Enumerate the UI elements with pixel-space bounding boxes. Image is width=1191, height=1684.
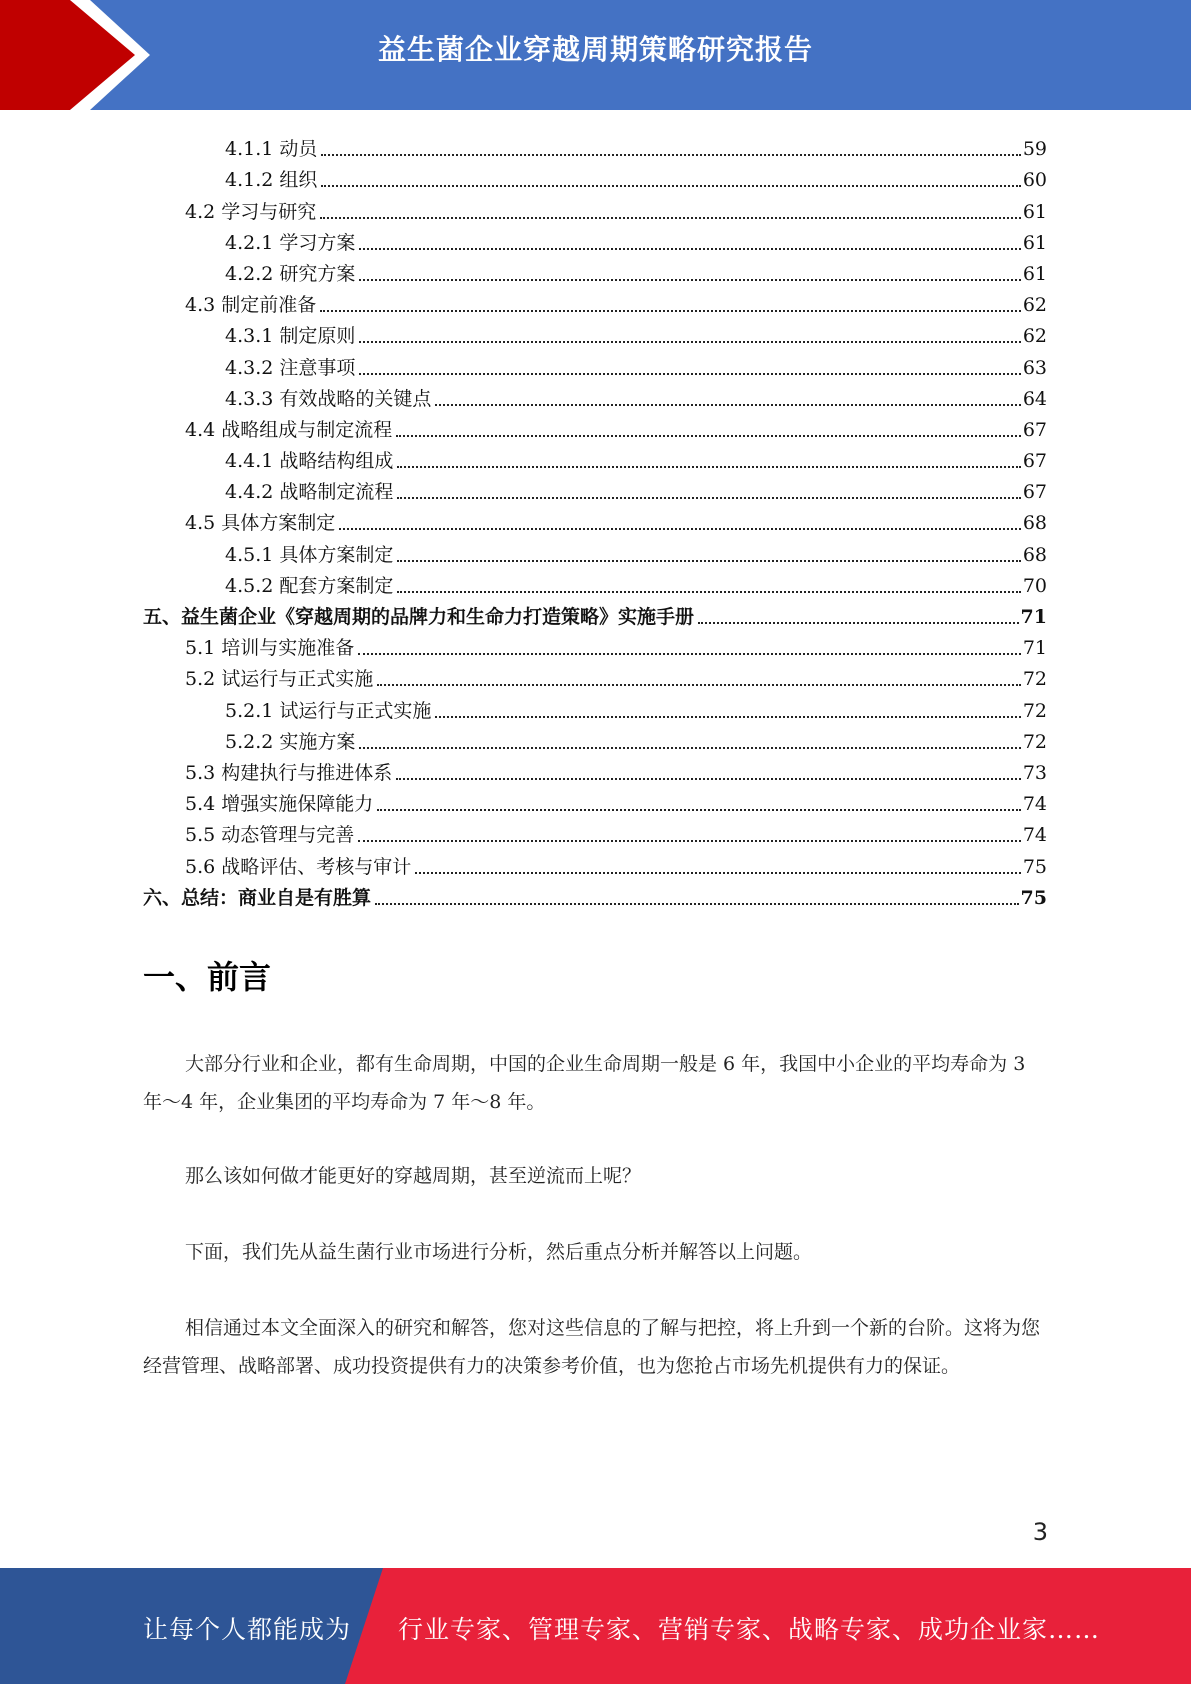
toc-entry-label: 5.2.2 实施方案 xyxy=(225,730,356,753)
report-title: 益生菌企业穿越周期策略研究报告 xyxy=(377,33,813,66)
paragraph-2: 那么该如何做才能更好的穿越周期，甚至逆流而上呢？ xyxy=(185,1165,642,1187)
footer-slogan-right: 行业专家、管理专家、营销专家、战略专家、成功企业家…… xyxy=(398,1615,1101,1644)
toc-entry-page: 72 xyxy=(1022,699,1047,722)
toc-entry-page: 71 xyxy=(1020,606,1047,628)
paragraph-4: 相信通过本文全面深入的研究和解答，您对这些信息的了解与把控，将上升到一个新的台阶。这将为您经营管理、战略部署、成功投资提供有力的决策参考价值，也为您抢占市场先机提供有力的保证。 xyxy=(143,1317,1041,1377)
toc-entry-label: 4.2.1 学习方案 xyxy=(225,231,356,254)
toc-dot-leader xyxy=(358,840,1021,842)
toc-dot-leader xyxy=(698,622,1019,624)
paragraph-3: 下面，我们先从益生菌行业市场进行分析，然后重点分析并解答以上问题。 xyxy=(185,1241,813,1263)
toc-dot-leader xyxy=(359,373,1020,375)
toc-entry-label: 4.5 具体方案制定 xyxy=(185,512,336,535)
paragraph-1: 大部分行业和企业，都有生命周期，中国的企业生命周期一般是 6 年，我国中小企业的平均寿命为 3 年～4 年，企业集团的平均寿命为 7 年～8 年。 xyxy=(143,1053,1026,1113)
toc-entry[interactable] xyxy=(143,723,1047,754)
toc-entry[interactable] xyxy=(143,847,1047,878)
toc-entry[interactable] xyxy=(143,629,1047,660)
toc-dot-leader xyxy=(358,653,1021,655)
toc-dot-leader xyxy=(321,185,1020,187)
toc-dot-leader xyxy=(435,404,1020,406)
toc-entry[interactable] xyxy=(143,598,1047,629)
toc-entry-page: 72 xyxy=(1022,730,1047,753)
toc-entry-label: 5.1 培训与实施准备 xyxy=(185,637,355,660)
toc-entry-page: 61 xyxy=(1022,262,1047,285)
toc-entry-label: 4.5.2 配套方案制定 xyxy=(225,574,394,597)
toc-entry-page: 63 xyxy=(1022,356,1047,379)
toc-entry[interactable] xyxy=(143,255,1047,286)
toc-entry-label: 5.5 动态管理与完善 xyxy=(185,824,355,847)
toc-entry-label: 4.3.3 有效战略的关键点 xyxy=(225,387,432,410)
toc-dot-leader xyxy=(397,560,1020,562)
toc-entry-page: 62 xyxy=(1022,325,1047,348)
toc-entry-label: 4.1.2 组织 xyxy=(225,169,318,192)
toc-dot-leader xyxy=(339,528,1021,530)
toc-entry[interactable] xyxy=(143,348,1047,379)
toc-entry-label: 六、总结：商业自是有胜算 xyxy=(143,886,372,909)
toc-dot-leader xyxy=(359,747,1020,749)
toc-entry-label: 五、益生菌企业《穿越周期的品牌力和生命力打造策略》实施手册 xyxy=(143,606,695,628)
toc-entry-page: 61 xyxy=(1022,200,1047,223)
toc-dot-leader xyxy=(397,497,1020,499)
toc-entry-page: 67 xyxy=(1022,450,1047,473)
toc-entry-page: 61 xyxy=(1022,231,1047,254)
toc-entry[interactable] xyxy=(143,879,1047,910)
toc-entry-label: 4.3.1 制定原则 xyxy=(225,325,356,348)
toc-entry-page: 62 xyxy=(1022,294,1047,317)
toc-entry-label: 4.3 制定前准备 xyxy=(185,294,317,317)
toc-entry[interactable] xyxy=(143,660,1047,691)
toc-entry-label: 4.2 学习与研究 xyxy=(185,200,317,223)
toc-entry[interactable] xyxy=(143,130,1047,161)
toc-dot-leader xyxy=(375,903,1019,905)
toc-entry[interactable] xyxy=(143,567,1047,598)
toc-dot-leader xyxy=(359,279,1020,281)
toc-entry-page: 71 xyxy=(1022,637,1047,660)
toc-entry[interactable] xyxy=(143,286,1047,317)
toc-entry-page: 59 xyxy=(1022,138,1047,161)
section-heading: 一、前言 xyxy=(143,958,272,996)
toc-entry[interactable] xyxy=(143,317,1047,348)
toc-entry-page: 74 xyxy=(1022,824,1047,847)
toc-entry[interactable] xyxy=(143,754,1047,785)
toc-entry-page: 67 xyxy=(1022,481,1047,504)
toc-dot-leader xyxy=(397,466,1020,468)
toc-entry-page: 70 xyxy=(1022,574,1047,597)
toc-dot-leader xyxy=(377,809,1021,811)
toc-entry-page: 67 xyxy=(1022,418,1047,441)
toc-entry-label: 5.3 构建执行与推进体系 xyxy=(185,761,393,784)
toc-entry-label: 5.2.1 试运行与正式实施 xyxy=(225,699,432,722)
toc-entry-label: 4.4.1 战略结构组成 xyxy=(225,450,394,473)
toc-entry[interactable] xyxy=(143,411,1047,442)
toc-entry-page: 73 xyxy=(1022,761,1047,784)
toc-dot-leader xyxy=(359,341,1020,343)
toc-entry[interactable] xyxy=(143,535,1047,566)
toc-entry-page: 75 xyxy=(1020,886,1047,909)
page-footer xyxy=(0,1568,1191,1684)
toc-entry-page: 64 xyxy=(1022,387,1047,410)
toc-dot-leader xyxy=(321,154,1020,156)
toc-entry-label: 5.2 试运行与正式实施 xyxy=(185,668,374,691)
toc-entry-page: 60 xyxy=(1022,169,1047,192)
toc-entry-label: 5.6 战略评估、考核与审计 xyxy=(185,855,412,878)
toc-entry[interactable] xyxy=(143,161,1047,192)
toc-dot-leader xyxy=(359,248,1020,250)
toc-dot-leader xyxy=(396,435,1021,437)
toc-dot-leader xyxy=(396,778,1021,780)
toc-entry-label: 5.4 增强实施保障能力 xyxy=(185,793,374,816)
toc-entry[interactable] xyxy=(143,380,1047,411)
toc-dot-leader xyxy=(320,217,1021,219)
toc-entry-page: 75 xyxy=(1022,855,1047,878)
toc-entry-label: 4.1.1 动员 xyxy=(225,138,318,161)
toc-entry-label: 4.2.2 研究方案 xyxy=(225,262,356,285)
toc-entry[interactable] xyxy=(143,473,1047,504)
table-of-contents xyxy=(143,130,1047,910)
toc-dot-leader xyxy=(397,591,1020,593)
toc-entry-label: 4.3.2 注意事项 xyxy=(225,356,356,379)
toc-entry[interactable] xyxy=(143,192,1047,223)
toc-entry-page: 68 xyxy=(1022,512,1047,535)
page-number: 3 xyxy=(1032,1518,1048,1546)
toc-entry-page: 74 xyxy=(1022,793,1047,816)
page-header xyxy=(0,0,1191,110)
toc-entry-page: 72 xyxy=(1022,668,1047,691)
footer-slogan-left: 让每个人都能成为 xyxy=(143,1615,352,1644)
toc-dot-leader xyxy=(377,684,1021,686)
toc-entry[interactable] xyxy=(143,224,1047,255)
toc-dot-leader xyxy=(435,716,1020,718)
toc-entry[interactable] xyxy=(143,785,1047,816)
toc-entry[interactable] xyxy=(143,504,1047,535)
toc-entry[interactable] xyxy=(143,816,1047,847)
toc-entry-label: 4.4.2 战略制定流程 xyxy=(225,481,394,504)
toc-entry-page: 68 xyxy=(1022,543,1047,566)
toc-dot-leader xyxy=(415,872,1021,874)
toc-entry-label: 4.5.1 具体方案制定 xyxy=(225,543,394,566)
toc-entry[interactable] xyxy=(143,442,1047,473)
toc-dot-leader xyxy=(320,310,1021,312)
toc-entry-label: 4.4 战略组成与制定流程 xyxy=(185,418,393,441)
toc-entry[interactable] xyxy=(143,691,1047,722)
